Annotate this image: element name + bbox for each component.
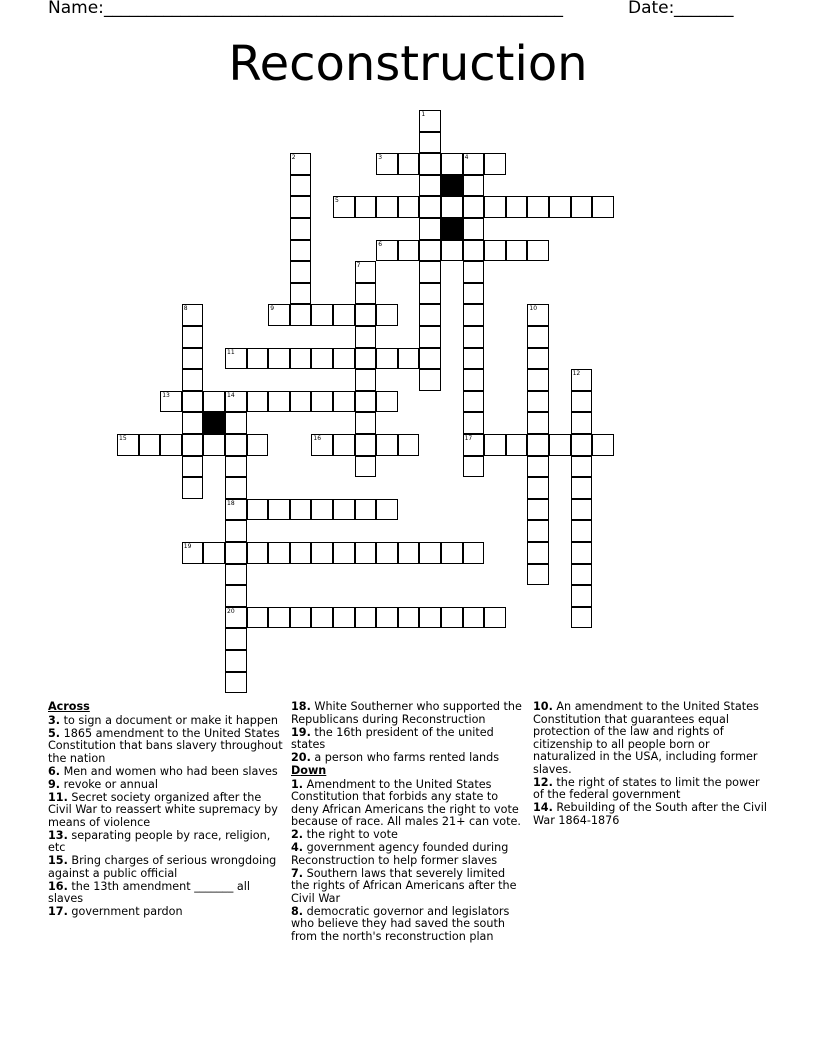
clue-text: a person who farms rented lands bbox=[314, 751, 500, 764]
clue-text: Men and women who had been slaves bbox=[63, 764, 278, 778]
down-clue bbox=[533, 701, 769, 776]
grid-cell[interactable] bbox=[225, 456, 247, 478]
clue-number: 17. bbox=[48, 905, 68, 918]
grid-cell[interactable] bbox=[463, 175, 485, 197]
grid-cell[interactable] bbox=[376, 499, 398, 521]
clue-number: 11 bbox=[227, 348, 235, 356]
clue-number: 10. bbox=[533, 700, 553, 713]
clue-number: 6. bbox=[48, 764, 61, 778]
grid-cell[interactable] bbox=[182, 477, 204, 499]
name-blank[interactable]: ______________________________________________________ bbox=[104, 0, 563, 18]
grid-cell[interactable] bbox=[441, 542, 463, 564]
grid-cell[interactable] bbox=[419, 132, 441, 154]
grid-cell[interactable] bbox=[225, 672, 247, 694]
grid-cell[interactable] bbox=[290, 304, 312, 326]
grid-cell[interactable] bbox=[527, 477, 549, 499]
clue-text: White Southerner who supported the Republicans during Reconstruction bbox=[291, 700, 522, 726]
across-clue bbox=[48, 792, 284, 830]
clues-column-1 bbox=[48, 701, 284, 919]
clue-number: 19 bbox=[183, 543, 192, 550]
grid-cell[interactable] bbox=[398, 542, 420, 564]
clue-number: 3 bbox=[378, 154, 383, 162]
grid-cell[interactable] bbox=[333, 196, 355, 218]
clue-number: 14 bbox=[227, 391, 235, 399]
grid-cell[interactable] bbox=[484, 196, 506, 218]
grid-cell[interactable] bbox=[419, 607, 441, 629]
grid-cell[interactable] bbox=[355, 326, 377, 348]
clue-number: 13 bbox=[162, 391, 170, 399]
grid-cell[interactable] bbox=[117, 434, 139, 456]
grid-cell[interactable] bbox=[592, 434, 614, 456]
grid-cell[interactable] bbox=[527, 348, 549, 370]
grid-cell[interactable] bbox=[268, 607, 290, 629]
grid-cell[interactable] bbox=[376, 348, 398, 370]
grid-cell[interactable] bbox=[398, 434, 420, 456]
grid-cell[interactable] bbox=[506, 434, 528, 456]
grid-cell[interactable] bbox=[182, 348, 204, 370]
grid-cell[interactable] bbox=[571, 564, 593, 586]
grid-cell[interactable] bbox=[290, 499, 312, 521]
clue-number: 15 bbox=[119, 435, 127, 442]
grid-cell[interactable] bbox=[376, 240, 398, 262]
grid-cell[interactable] bbox=[160, 391, 182, 413]
clue-number: 18. bbox=[291, 700, 311, 713]
grid-cell[interactable] bbox=[527, 326, 549, 348]
grid-cell[interactable] bbox=[247, 348, 269, 370]
grid-cell[interactable] bbox=[203, 391, 225, 413]
clue-number: 7. bbox=[291, 866, 304, 880]
grid-cell[interactable] bbox=[527, 456, 549, 478]
grid-cell[interactable] bbox=[419, 153, 441, 175]
date-blank[interactable]: _______ bbox=[674, 0, 734, 18]
grid-cell[interactable] bbox=[290, 607, 312, 629]
grid-cell[interactable] bbox=[355, 261, 377, 283]
grid-cell[interactable] bbox=[203, 542, 225, 564]
grid-cell[interactable] bbox=[571, 196, 593, 218]
grid-cell[interactable] bbox=[571, 607, 593, 629]
grid-cell[interactable] bbox=[527, 369, 549, 391]
grid-cell[interactable] bbox=[311, 348, 333, 370]
clue-number: 17 bbox=[464, 435, 473, 442]
clue-number: 8 bbox=[183, 305, 188, 313]
grid-cell[interactable] bbox=[506, 240, 528, 262]
clue-number: 12 bbox=[572, 370, 581, 378]
clue-number: 9. bbox=[48, 777, 61, 791]
grid-cell[interactable] bbox=[419, 326, 441, 348]
grid-cell[interactable] bbox=[160, 434, 182, 456]
grid-cell[interactable] bbox=[333, 499, 355, 521]
grid-cell[interactable] bbox=[527, 412, 549, 434]
grid-cell[interactable] bbox=[355, 542, 377, 564]
grid-block bbox=[441, 218, 463, 240]
grid-cell[interactable] bbox=[311, 542, 333, 564]
grid-cell[interactable] bbox=[139, 434, 161, 456]
grid-block bbox=[441, 175, 463, 197]
grid-cell[interactable] bbox=[225, 585, 247, 607]
grid-cell[interactable] bbox=[247, 434, 269, 456]
grid-cell[interactable] bbox=[549, 434, 571, 456]
grid-cell[interactable] bbox=[355, 348, 377, 370]
grid-cell[interactable] bbox=[571, 391, 593, 413]
grid-cell[interactable] bbox=[225, 477, 247, 499]
across-clue bbox=[291, 727, 527, 752]
grid-cell[interactable] bbox=[419, 196, 441, 218]
grid-cell[interactable] bbox=[527, 499, 549, 521]
grid-cell[interactable] bbox=[463, 240, 485, 262]
grid-cell[interactable] bbox=[355, 391, 377, 413]
across-clue bbox=[48, 906, 284, 919]
clues-column-3 bbox=[533, 701, 769, 828]
grid-cell[interactable] bbox=[333, 391, 355, 413]
grid-cell[interactable] bbox=[290, 391, 312, 413]
grid-cell[interactable] bbox=[225, 564, 247, 586]
clue-text: Rebuilding of the South after the Civil War 1864-1876 bbox=[533, 801, 767, 827]
grid-cell[interactable] bbox=[311, 391, 333, 413]
grid-cell[interactable] bbox=[527, 304, 549, 326]
grid-cell[interactable] bbox=[225, 628, 247, 650]
grid-cell[interactable] bbox=[419, 218, 441, 240]
clue-number: 4 bbox=[464, 154, 469, 162]
grid-cell[interactable] bbox=[225, 391, 247, 413]
grid-cell[interactable] bbox=[441, 153, 463, 175]
down-heading: Down bbox=[291, 764, 327, 777]
grid-cell[interactable] bbox=[463, 412, 485, 434]
clue-text: Amendment to the United States Constitution that forbids any state to deny African Americans the right to vote because of race. All males 21+ can vote. bbox=[291, 777, 521, 828]
grid-cell[interactable] bbox=[419, 542, 441, 564]
grid-cell[interactable] bbox=[419, 240, 441, 262]
down-clue-list bbox=[291, 779, 527, 944]
grid-cell[interactable] bbox=[355, 304, 377, 326]
across-clue bbox=[48, 779, 284, 792]
across-clue bbox=[48, 881, 284, 906]
grid-cell[interactable] bbox=[182, 391, 204, 413]
grid-cell[interactable] bbox=[398, 240, 420, 262]
across-clue bbox=[48, 855, 284, 880]
grid-cell[interactable] bbox=[290, 196, 312, 218]
grid-cell[interactable] bbox=[463, 348, 485, 370]
grid-cell[interactable] bbox=[441, 607, 463, 629]
grid-cell[interactable] bbox=[182, 412, 204, 434]
grid-cell[interactable] bbox=[571, 520, 593, 542]
grid-cell[interactable] bbox=[506, 196, 528, 218]
grid-cell[interactable] bbox=[247, 499, 269, 521]
grid-cell[interactable] bbox=[376, 391, 398, 413]
down-clue bbox=[291, 906, 527, 944]
grid-cell[interactable] bbox=[225, 499, 247, 521]
grid-cell[interactable] bbox=[355, 607, 377, 629]
grid-cell[interactable] bbox=[311, 304, 333, 326]
clue-text: Secret society organized after the Civil War to reassert white supremacy by means of violence bbox=[48, 790, 278, 829]
grid-cell[interactable] bbox=[398, 348, 420, 370]
grid-cell[interactable] bbox=[225, 520, 247, 542]
name-label: Name: bbox=[48, 0, 104, 18]
clue-text: to sign a document or make it happen bbox=[63, 713, 278, 727]
clues-column-2 bbox=[291, 701, 527, 944]
grid-cell[interactable] bbox=[527, 564, 549, 586]
grid-cell[interactable] bbox=[225, 348, 247, 370]
grid-cell[interactable] bbox=[225, 434, 247, 456]
clue-text: 1865 amendment to the United States Constitution that bans slavery throughout the nation bbox=[48, 726, 283, 765]
across-clue bbox=[291, 752, 527, 765]
grid-cell[interactable] bbox=[571, 499, 593, 521]
grid-cell[interactable] bbox=[527, 391, 549, 413]
grid-cell[interactable] bbox=[268, 499, 290, 521]
grid-cell[interactable] bbox=[290, 348, 312, 370]
grid-cell[interactable] bbox=[463, 369, 485, 391]
grid-cell[interactable] bbox=[355, 434, 377, 456]
grid-cell[interactable] bbox=[355, 412, 377, 434]
grid-cell[interactable] bbox=[290, 283, 312, 305]
grid-cell[interactable] bbox=[290, 175, 312, 197]
grid-cell[interactable] bbox=[290, 542, 312, 564]
grid-cell[interactable] bbox=[355, 196, 377, 218]
grid-cell[interactable] bbox=[571, 542, 593, 564]
grid-cell[interactable] bbox=[463, 434, 485, 456]
grid-cell[interactable] bbox=[355, 456, 377, 478]
grid-cell[interactable] bbox=[376, 607, 398, 629]
grid-cell[interactable] bbox=[268, 391, 290, 413]
grid-cell[interactable] bbox=[463, 326, 485, 348]
grid-cell[interactable] bbox=[225, 607, 247, 629]
clue-number: 10 bbox=[529, 305, 538, 313]
grid-cell[interactable] bbox=[182, 542, 204, 564]
grid-cell[interactable] bbox=[290, 261, 312, 283]
grid-cell[interactable] bbox=[182, 434, 204, 456]
grid-cell[interactable] bbox=[225, 650, 247, 672]
across-clue bbox=[48, 728, 284, 766]
clue-text: revoke or annual bbox=[63, 777, 158, 791]
grid-cell[interactable] bbox=[571, 412, 593, 434]
across-clue bbox=[48, 830, 284, 855]
grid-cell[interactable] bbox=[182, 304, 204, 326]
grid-cell[interactable] bbox=[247, 607, 269, 629]
clue-number: 2. bbox=[291, 828, 304, 841]
across-heading: Across bbox=[48, 700, 90, 713]
grid-cell[interactable] bbox=[484, 607, 506, 629]
clue-number: 5 bbox=[335, 197, 339, 205]
grid-cell[interactable] bbox=[463, 196, 485, 218]
across-clue bbox=[48, 766, 284, 779]
clue-text: separating people by race, religion, etc bbox=[48, 828, 271, 854]
clue-number: 3. bbox=[48, 713, 61, 727]
grid-cell[interactable] bbox=[398, 607, 420, 629]
grid-cell[interactable] bbox=[463, 607, 485, 629]
clue-text: the right of states to limit the power of the federal government bbox=[533, 775, 760, 801]
grid-cell[interactable] bbox=[268, 304, 290, 326]
grid-cell[interactable] bbox=[592, 196, 614, 218]
grid-cell[interactable] bbox=[571, 456, 593, 478]
grid-cell[interactable] bbox=[398, 196, 420, 218]
clue-number: 16. bbox=[48, 879, 68, 893]
grid-cell[interactable] bbox=[527, 196, 549, 218]
clue-number: 18 bbox=[227, 499, 235, 507]
clue-number: 7 bbox=[356, 262, 361, 270]
grid-cell[interactable] bbox=[311, 607, 333, 629]
clue-text: Southern laws that severely limited the rights of African Americans after the Civil War bbox=[291, 866, 517, 905]
grid-cell[interactable] bbox=[333, 304, 355, 326]
grid-cell[interactable] bbox=[463, 218, 485, 240]
grid-cell[interactable] bbox=[571, 585, 593, 607]
grid-cell[interactable] bbox=[484, 434, 506, 456]
clue-number: 13. bbox=[48, 828, 68, 842]
grid-cell[interactable] bbox=[419, 283, 441, 305]
clue-number: 14. bbox=[533, 801, 553, 814]
clue-text: Bring charges of serious wrongdoing against a public official bbox=[48, 854, 277, 880]
grid-cell[interactable] bbox=[419, 369, 441, 391]
grid-cell[interactable] bbox=[203, 434, 225, 456]
clue-number: 11. bbox=[48, 790, 68, 804]
clue-text: An amendment to the United States Constitution that guarantees equal protection of the law and rights of citizenship to all people born or naturalized in the USA, including former slaves. bbox=[533, 700, 759, 776]
date-label: Date: bbox=[628, 0, 675, 18]
grid-cell[interactable] bbox=[182, 369, 204, 391]
down-clue bbox=[533, 802, 769, 827]
grid-cell[interactable] bbox=[290, 218, 312, 240]
clue-number: 1 bbox=[421, 111, 426, 118]
across-clue-list-continued bbox=[291, 701, 527, 765]
grid-cell[interactable] bbox=[527, 520, 549, 542]
clue-text: democratic governor and legislators who believe they had saved the south from the north's reconstruction plan bbox=[291, 904, 510, 943]
grid-cell[interactable] bbox=[376, 304, 398, 326]
clue-number: 16 bbox=[313, 435, 322, 442]
grid-cell[interactable] bbox=[268, 542, 290, 564]
clue-number: 20 bbox=[227, 607, 235, 615]
down-clue-list-continued bbox=[533, 701, 769, 827]
clue-text: the right to vote bbox=[306, 828, 398, 841]
down-clue bbox=[291, 829, 527, 842]
grid-cell[interactable] bbox=[268, 348, 290, 370]
grid-cell[interactable] bbox=[463, 456, 485, 478]
across-clue-list bbox=[48, 715, 284, 919]
grid-cell[interactable] bbox=[463, 153, 485, 175]
grid-cell[interactable] bbox=[441, 196, 463, 218]
grid-cell[interactable] bbox=[355, 499, 377, 521]
grid-cell[interactable] bbox=[311, 499, 333, 521]
grid-cell[interactable] bbox=[571, 477, 593, 499]
grid-cell[interactable] bbox=[463, 542, 485, 564]
grid-cell[interactable] bbox=[376, 196, 398, 218]
down-clue bbox=[291, 779, 527, 829]
grid-cell[interactable] bbox=[419, 110, 441, 132]
grid-cell[interactable] bbox=[419, 304, 441, 326]
clue-number: 9 bbox=[270, 305, 275, 313]
grid-cell[interactable] bbox=[333, 542, 355, 564]
grid-cell[interactable] bbox=[290, 153, 312, 175]
across-clue bbox=[291, 701, 527, 726]
down-clue bbox=[533, 777, 769, 802]
grid-cell[interactable] bbox=[290, 240, 312, 262]
across-clue bbox=[48, 715, 284, 728]
grid-cell[interactable] bbox=[484, 240, 506, 262]
grid-cell[interactable] bbox=[311, 434, 333, 456]
grid-cell[interactable] bbox=[463, 391, 485, 413]
grid-cell[interactable] bbox=[419, 261, 441, 283]
grid-cell[interactable] bbox=[333, 434, 355, 456]
clue-number: 20. bbox=[291, 751, 311, 764]
grid-cell[interactable] bbox=[571, 369, 593, 391]
clue-text: government agency founded during Reconstruction to help former slaves bbox=[291, 841, 509, 867]
grid-cell[interactable] bbox=[527, 240, 549, 262]
grid-cell[interactable] bbox=[355, 369, 377, 391]
grid-cell[interactable] bbox=[376, 153, 398, 175]
grid-block bbox=[203, 412, 225, 434]
grid-cell[interactable] bbox=[247, 391, 269, 413]
grid-cell[interactable] bbox=[247, 542, 269, 564]
clue-number: 4. bbox=[291, 841, 304, 854]
clue-number: 8. bbox=[291, 904, 304, 918]
grid-cell[interactable] bbox=[376, 542, 398, 564]
clue-number: 1. bbox=[291, 777, 304, 791]
grid-cell[interactable] bbox=[333, 607, 355, 629]
grid-cell[interactable] bbox=[463, 283, 485, 305]
grid-cell[interactable] bbox=[225, 412, 247, 434]
clue-number: 19. bbox=[291, 725, 311, 739]
down-clue bbox=[291, 868, 527, 906]
page-title: Reconstruction bbox=[228, 36, 588, 92]
clue-number: 5. bbox=[48, 726, 61, 740]
grid-cell[interactable] bbox=[225, 542, 247, 564]
grid-cell[interactable] bbox=[527, 542, 549, 564]
grid-cell[interactable] bbox=[527, 434, 549, 456]
clue-number: 2 bbox=[291, 154, 296, 162]
grid-cell[interactable] bbox=[419, 175, 441, 197]
clue-text: the 16th president of the united states bbox=[291, 725, 494, 751]
grid-cell[interactable] bbox=[182, 456, 204, 478]
grid-cell[interactable] bbox=[549, 196, 571, 218]
grid-cell[interactable] bbox=[463, 304, 485, 326]
grid-cell[interactable] bbox=[376, 434, 398, 456]
grid-cell[interactable] bbox=[571, 434, 593, 456]
clue-number: 15. bbox=[48, 854, 68, 867]
grid-cell[interactable] bbox=[441, 240, 463, 262]
grid-cell[interactable] bbox=[355, 283, 377, 305]
grid-cell[interactable] bbox=[333, 348, 355, 370]
grid-cell[interactable] bbox=[484, 153, 506, 175]
clue-number: 12. bbox=[533, 775, 553, 789]
clue-text: the 13th amendment _______ all slaves bbox=[48, 879, 251, 905]
grid-cell[interactable] bbox=[463, 261, 485, 283]
grid-cell[interactable] bbox=[182, 326, 204, 348]
clue-text: government pardon bbox=[71, 905, 183, 918]
grid-cell[interactable] bbox=[398, 153, 420, 175]
down-clue bbox=[291, 842, 527, 867]
grid-cell[interactable] bbox=[419, 348, 441, 370]
clue-number: 6 bbox=[378, 240, 383, 248]
